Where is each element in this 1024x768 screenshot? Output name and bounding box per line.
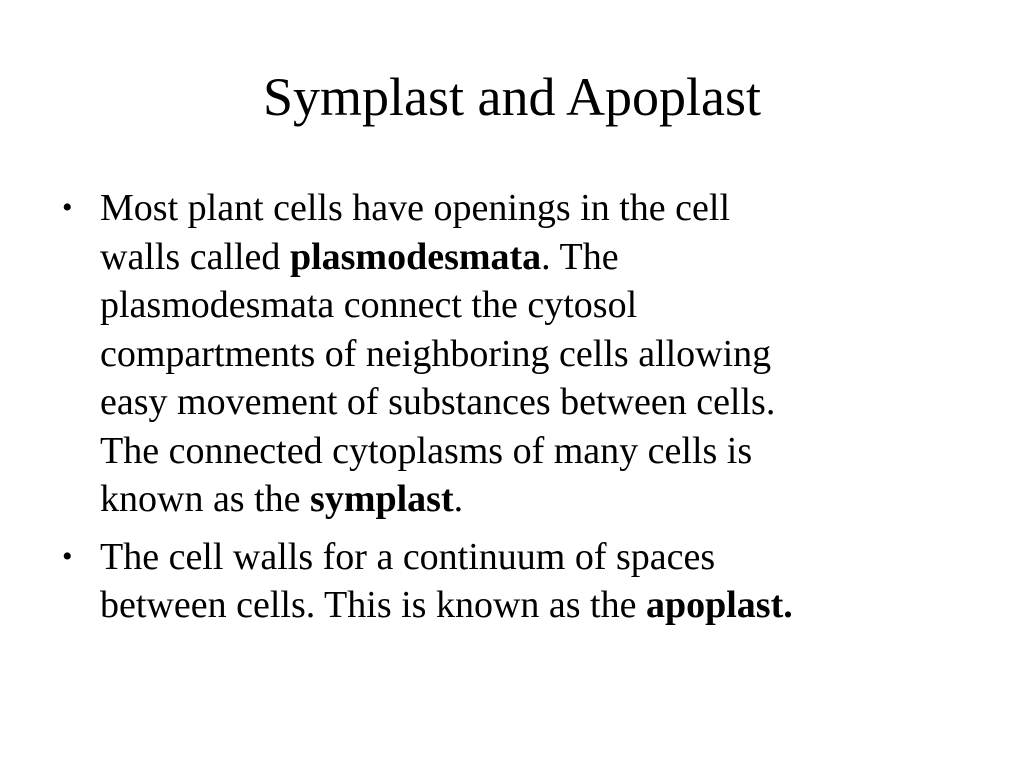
term-symplast: symplast [310, 478, 454, 520]
bullet-icon: • [62, 191, 73, 224]
text-line [100, 581, 942, 630]
text-line [100, 427, 942, 476]
text-run: compartments of neighboring cells allowing [100, 332, 772, 375]
text-run: Most plant cells have openings in the cell [100, 187, 731, 229]
text-run: easy movement of substances between cells. [100, 381, 776, 423]
term-plasmodesmata: plasmodesmata [289, 235, 542, 278]
text-line [100, 281, 942, 330]
text-line [100, 233, 942, 282]
text-run: The connected cytoplasms of many cells is [100, 429, 753, 472]
text-run: . The [541, 235, 619, 278]
text-line [100, 184, 942, 233]
bullet-text [100, 533, 942, 630]
text-run: The cell walls for a continuum of spaces [100, 535, 716, 578]
bullet-icon: • [62, 539, 73, 573]
text-run: plasmodesmata connect the cytosol [100, 284, 638, 326]
bullet-list [62, 184, 942, 639]
text-run: known as the [100, 478, 311, 520]
text-line [100, 330, 942, 379]
slide-title: Symplast and Apoplast [263, 67, 761, 127]
term-apoplast: apoplast. [645, 584, 793, 626]
text-run: . [453, 478, 464, 520]
text-run: between cells. This is known as the [100, 584, 646, 626]
bullet-item-apoplast [62, 533, 942, 630]
text-line [100, 378, 942, 427]
bullet-text [100, 184, 942, 524]
bullet-item-plasmodesmata [62, 184, 942, 524]
text-line [100, 533, 942, 582]
text-run: walls called [100, 235, 290, 278]
text-line [100, 475, 942, 524]
